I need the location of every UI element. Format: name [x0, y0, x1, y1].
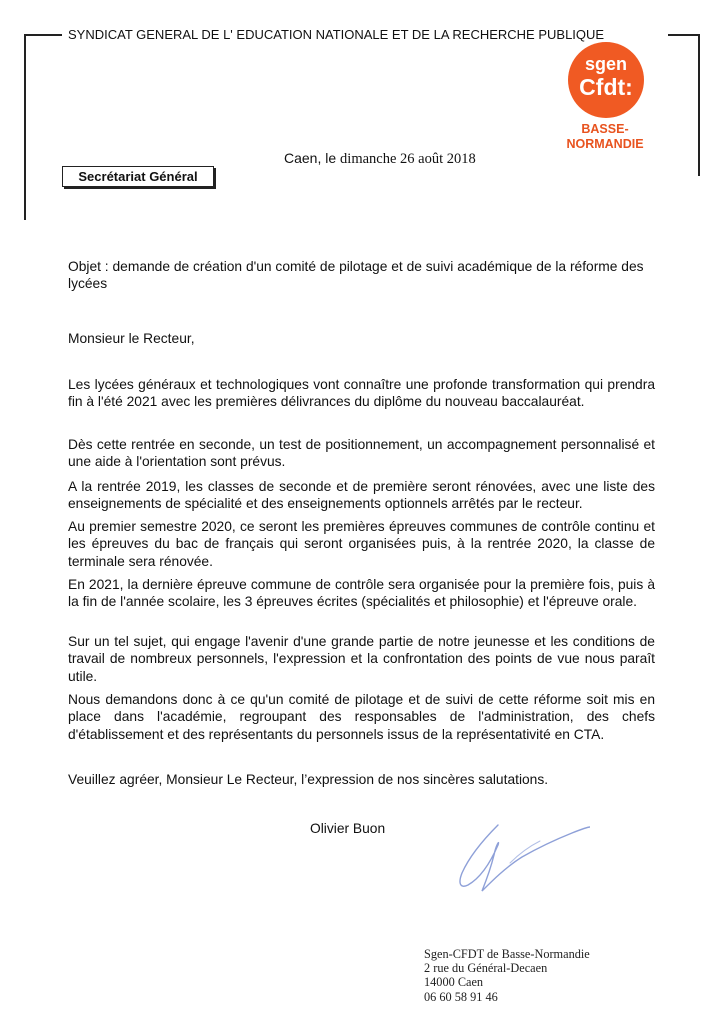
paragraph-7: Nous demandons donc à ce qu'un comité de pilotage et de suivi de cette réforme soit mis en place dans l'académie, regroupant des responsables de l'administration, des chefs d'établissement et des représentants du personnels issus de la représentativité en CTA. — [68, 692, 655, 742]
paragraph-4: Au premier semestre 2020, ce seront les premières épreuves communes de contrôle continu et les épreuves du bac de français qui seront organisées puis, à la rentrée 2020, la classe de terminale sera rénovée. — [68, 519, 655, 569]
logo-region-line1: BASSE- — [581, 122, 629, 136]
address-line-1: Sgen-CFDT de Basse-Normandie — [424, 947, 590, 961]
date-value: dimanche 26 août 2018 — [340, 151, 476, 167]
address-line-3: 14000 Caen — [424, 975, 484, 990]
paragraph-1: Les lycées généraux et technologiques vont connaître une profonde transformation qui prendra fin à l'été 2021 avec les premières délivrances du diplôme du nouveau baccalauréat. — [68, 377, 655, 410]
handwritten-signature — [440, 815, 590, 905]
letter-salutation: Monsieur le Recteur, — [68, 331, 195, 346]
frame-left-line — [24, 34, 26, 220]
frame-top-right-line — [668, 34, 700, 36]
signer-name: Olivier Buon — [310, 821, 386, 836]
letter-object: Objet : demande de création d'un comité de pilotage et de suivi académique de la réforme des lycées — [68, 259, 644, 292]
paragraph-5: En 2021, la dernière épreuve commune de contrôle sera organisée pour la première fois, puis à la fin de l'année scolaire, les 3 épreuves écrites (spécialités et philosophie) et l'épreuve orale. — [68, 577, 655, 610]
logo-circle — [568, 42, 644, 118]
frame-top-left-line — [24, 34, 62, 36]
date-place: Caen, le — [284, 150, 337, 166]
secretariat-label: Secrétariat Général — [62, 166, 214, 187]
logo-text-sgen: sgen — [584, 54, 627, 74]
letter-closing: Veuillez agréer, Monsieur Le Recteur, l’expression de nos sincères salutations. — [68, 772, 549, 787]
logo-text-cfdt: Cfdt: — [579, 74, 633, 100]
paragraph-3: A la rentrée 2019, les classes de seconde et de première seront rénovées, avec une liste des enseignements de spécialité et des enseignements optionnels arrêtés par le recteur. — [68, 479, 655, 512]
letterhead-title: SYNDICAT GENERAL DE L' EDUCATION NATIONALE ET DE LA RECHERCHE PUBLIQUE — [68, 27, 605, 42]
logo-region — [560, 122, 650, 152]
address-phone: 06 60 58 91 46 — [424, 989, 498, 1004]
sender-address — [424, 947, 590, 1004]
logo-region-line2: NORMANDIE — [566, 137, 644, 151]
paragraph-6: Sur un tel sujet, qui engage l'avenir d'une grande partie de notre jeunesse et les conditions de travail de nombreux personnels, l'expression et la confrontation des points de vue nous paraît utile. — [68, 634, 655, 684]
address-line-2: 2 rue du Général-Decaen — [424, 961, 548, 976]
paragraph-2: Dès cette rentrée en seconde, un test de positionnement, un accompagnement personnalisé et une aide à l'orientation sont prévus. — [68, 437, 655, 470]
date-line — [284, 150, 476, 168]
frame-right-line — [698, 34, 700, 176]
sgen-cfdt-logo — [560, 42, 650, 162]
